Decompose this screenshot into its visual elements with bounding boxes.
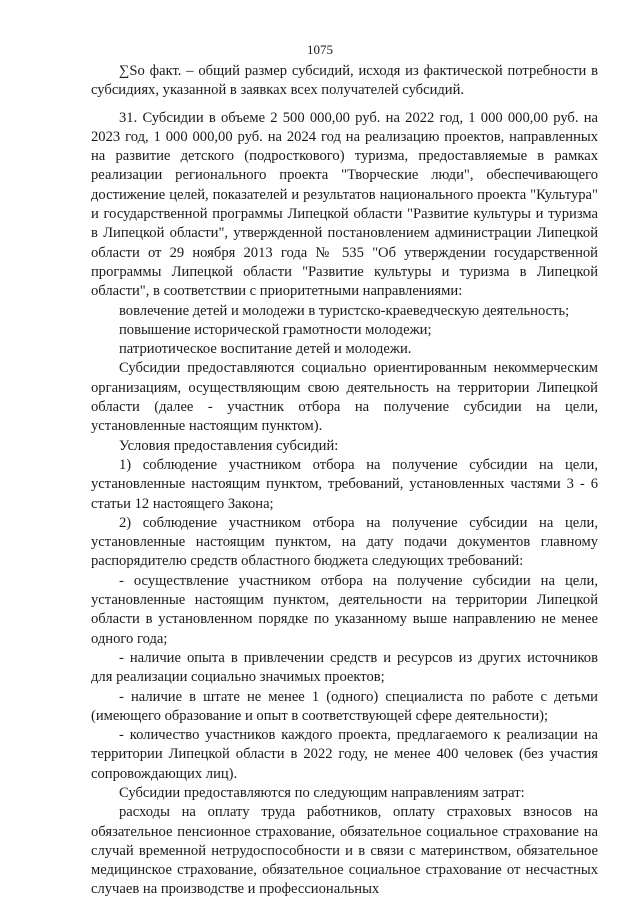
expense-item-1: расходы на оплату труда работников, оплату страховых взносов на обязательное пенсионное страхование, обязательное социальное страхование на случай временной нетрудоспособности и в связи с материнством, обязательное медицинское страхование, обязательное социальное страхование от несчастных случаев на производстве и профессиональных xyxy=(91,804,598,898)
requirement-3: - наличие в штате не менее 1 (одного) специалиста по работе с детьми (имеющего образование и опыт в соответствующей сфере деятельности); xyxy=(91,688,598,724)
paragraph-conditions-heading: Условия предоставления субсидий: xyxy=(119,437,339,454)
priority-item-3: патриотическое воспитание детей и молодежи. xyxy=(119,341,412,358)
page-number: 1075 xyxy=(307,42,333,57)
priority-item-1: вовлечение детей и молодежи в туристско-краеведческую деятельность; xyxy=(119,302,570,319)
condition-1: 1) соблюдение участником отбора на получение субсидии на цели, установленные настоящим пунктом, требований, установленных частями 3 - 6 статьи 12 настоящего Закона; xyxy=(91,456,598,512)
paragraph-31: 31. Субсидии в объеме 2 500 000,00 руб. на 2022 год, 1 000 000,00 руб. на 2023 год, 1 000 000,00 руб. на 2024 год на реализацию проектов, направленных на развитие детского (подросткового) туризма, предоставляемые в рамках реализации регионального проекта "Творческие люди", обеспечивающего достижение целей, показателей и результатов национального проекта "Культура" и государственной программы Липецкой области "Развитие культуры и туризма в Липецкой области", утвержденной постановлением администрации Липецкой области от 29 ноября 2013 года № 535 "Об утверждении государственной программы Липецкой области "Развитие культуры и туризма в Липецкой области", в соответствии с приоритетными направлениями: xyxy=(91,109,598,300)
requirement-4: - количество участников каждого проекта, предлагаемого к реализации на территории Липецкой области в 2022 году, не менее 400 человек (без участия сопровождающих лиц). xyxy=(91,727,598,782)
condition-2: 2) соблюдение участником отбора на получение субсидии на цели, установленные настоящим пунктом, на дату подачи документов главному распорядителю средств областного бюджета следующих требований: xyxy=(91,514,598,570)
priority-item-2: повышение исторической грамотности молодежи; xyxy=(119,321,432,338)
document-body xyxy=(91,62,598,900)
paragraph-sum-definition: ∑So факт. – общий размер субсидий, исходя из фактической потребности в субсидиях, указанной в заявках всех получателей субсидий. xyxy=(91,63,598,99)
requirement-1: - осуществление участником отбора на получение субсидии на цели, установленные настоящим пунктом, деятельности на территории Липецкой области в установленном порядке по указанному выше направлению не менее одного года; xyxy=(91,572,598,647)
paragraph-expenses-heading: Субсидии предоставляются по следующим направлениям затрат: xyxy=(119,784,525,801)
paragraph-recipients: Субсидии предоставляются социально ориентированным некоммерческим организациям, осуществляющим свою деятельность на территории Липецкой области (далее - участник отбора на получение субсидии на цели, установленные настоящим пунктом). xyxy=(91,360,598,435)
requirement-2: - наличие опыта в привлечении средств и ресурсов из других источников для реализации социально значимых проектов; xyxy=(91,649,598,686)
